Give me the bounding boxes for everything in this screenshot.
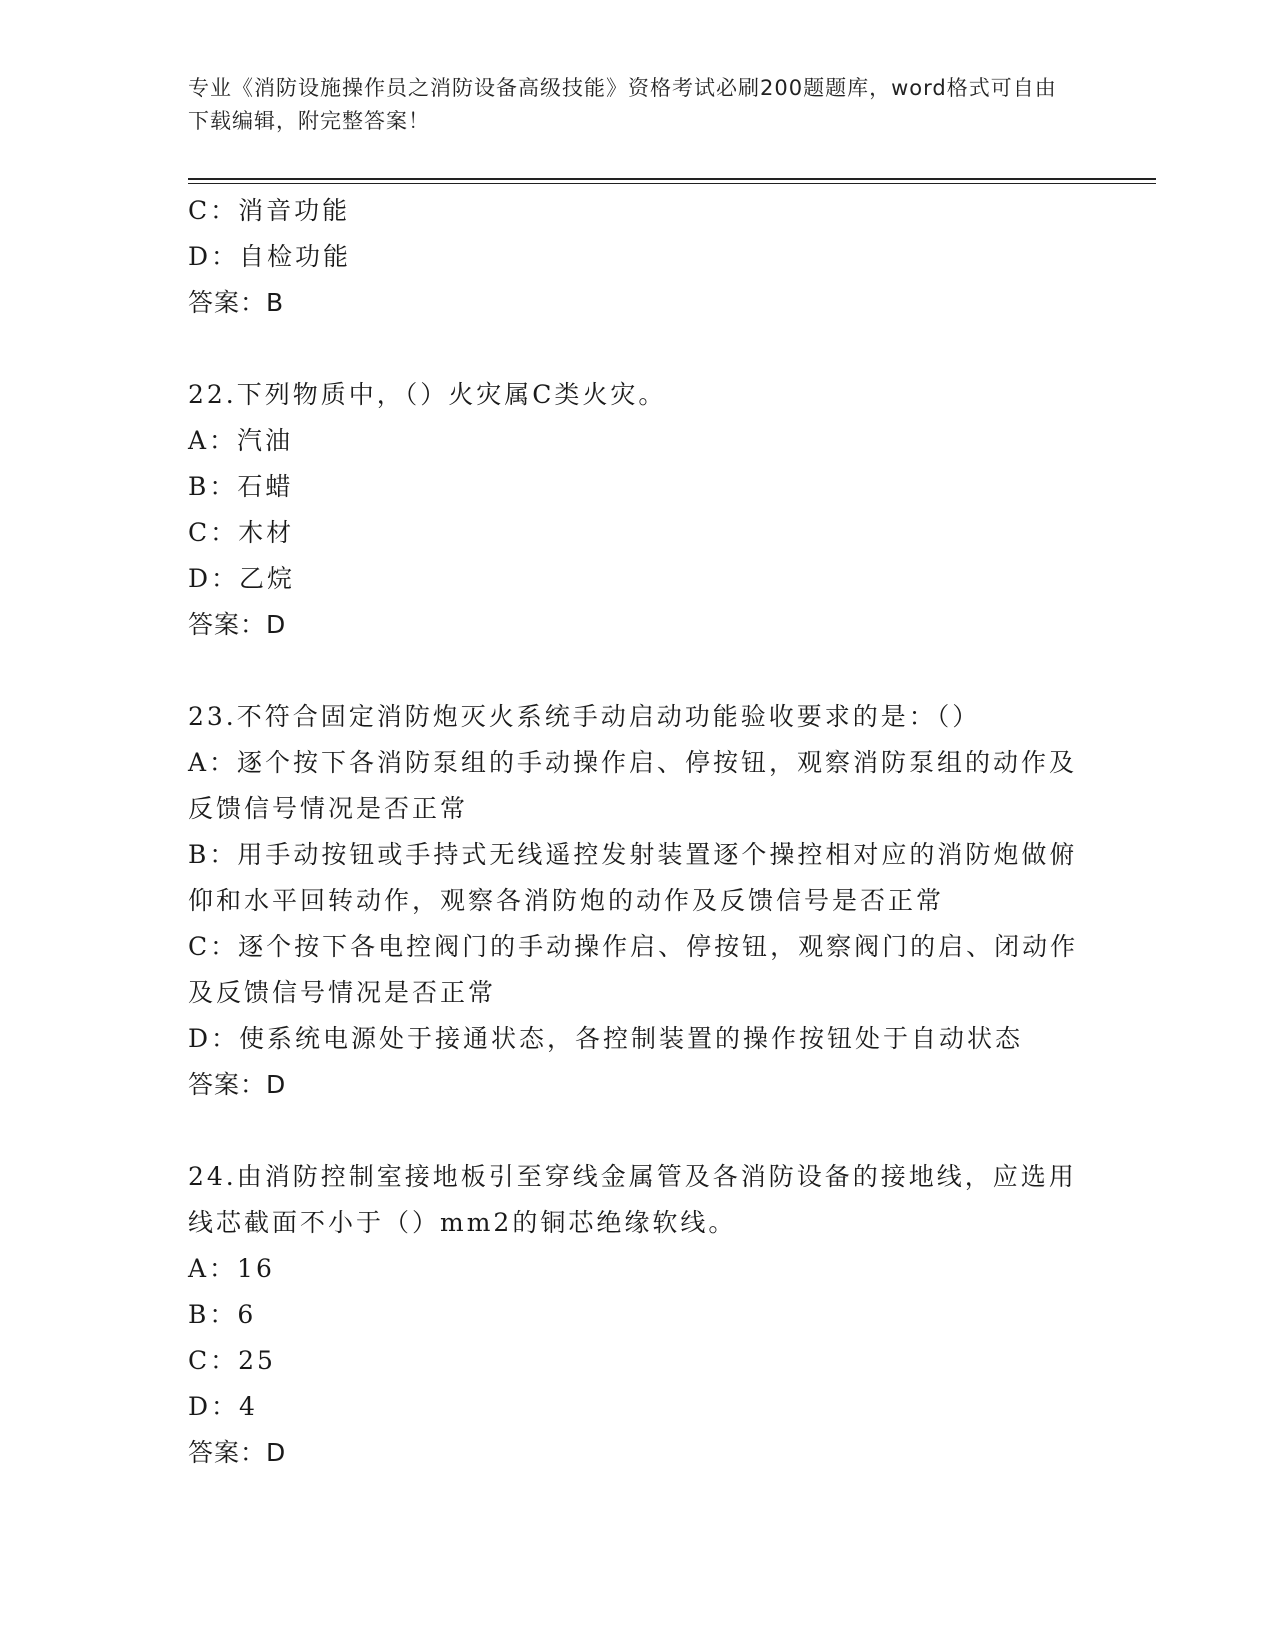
- option-d: D：乙烷: [188, 564, 296, 593]
- question-24: [188, 1154, 1088, 1476]
- answer-line: 答案：B: [188, 288, 285, 317]
- option-d: D：4: [188, 1392, 258, 1421]
- question-22: [188, 372, 1088, 648]
- spacer: [188, 326, 1088, 372]
- option-c: C：消音功能: [188, 196, 351, 225]
- option-c: C：木材: [188, 518, 295, 547]
- question-stem: 22.下列物质中，（）火灾属C类火灾。: [188, 380, 667, 409]
- option-d: D：使系统电源处于接通状态，各控制装置的操作按钮处于自动状态: [188, 1024, 1024, 1053]
- option-d: D：自检功能: [188, 242, 352, 271]
- answer-line: 答案：D: [188, 1438, 287, 1467]
- spacer: [188, 1108, 1088, 1154]
- spacer: [188, 648, 1088, 694]
- option-b: B：石蜡: [188, 472, 294, 501]
- option-b: B：用手动按钮或手持式无线遥控发射装置逐个操控相对应的消防炮做俯仰和水平回转动作，观察各消防炮的动作及反馈信号是否正常: [188, 840, 1078, 915]
- header-rule-thick: [188, 178, 1156, 180]
- question-stem: 23.不符合固定消防炮灭火系统手动启动功能验收要求的是：（）: [188, 702, 981, 731]
- question-23: [188, 694, 1088, 1108]
- document-header: 专业《消防设施操作员之消防设备高级技能》资格考试必刷200题题库，word格式可自由下载编辑，附完整答案！: [188, 76, 1057, 133]
- question-list: [188, 188, 1088, 1476]
- option-b: B：6: [188, 1300, 257, 1329]
- option-a: A：16: [188, 1254, 275, 1283]
- answer-line: 答案：D: [188, 610, 287, 639]
- option-a: A：逐个按下各消防泵组的手动操作启、停按钮，观察消防泵组的动作及反馈信号情况是否正常: [188, 748, 1078, 823]
- option-c: C：逐个按下各电控阀门的手动操作启、停按钮，观察阀门的启、闭动作及反馈信号情况是否正常: [188, 932, 1079, 1007]
- header-rule-thin: [188, 183, 1156, 184]
- option-c: C：25: [188, 1346, 276, 1375]
- answer-line: 答案：D: [188, 1070, 287, 1099]
- question-stem: 24.由消防控制室接地板引至穿线金属管及各消防设备的接地线，应选用线芯截面不小于（）mm2的铜芯绝缘软线。: [188, 1162, 1077, 1237]
- option-a: A：汽油: [188, 426, 294, 455]
- continued-question: [188, 188, 1088, 326]
